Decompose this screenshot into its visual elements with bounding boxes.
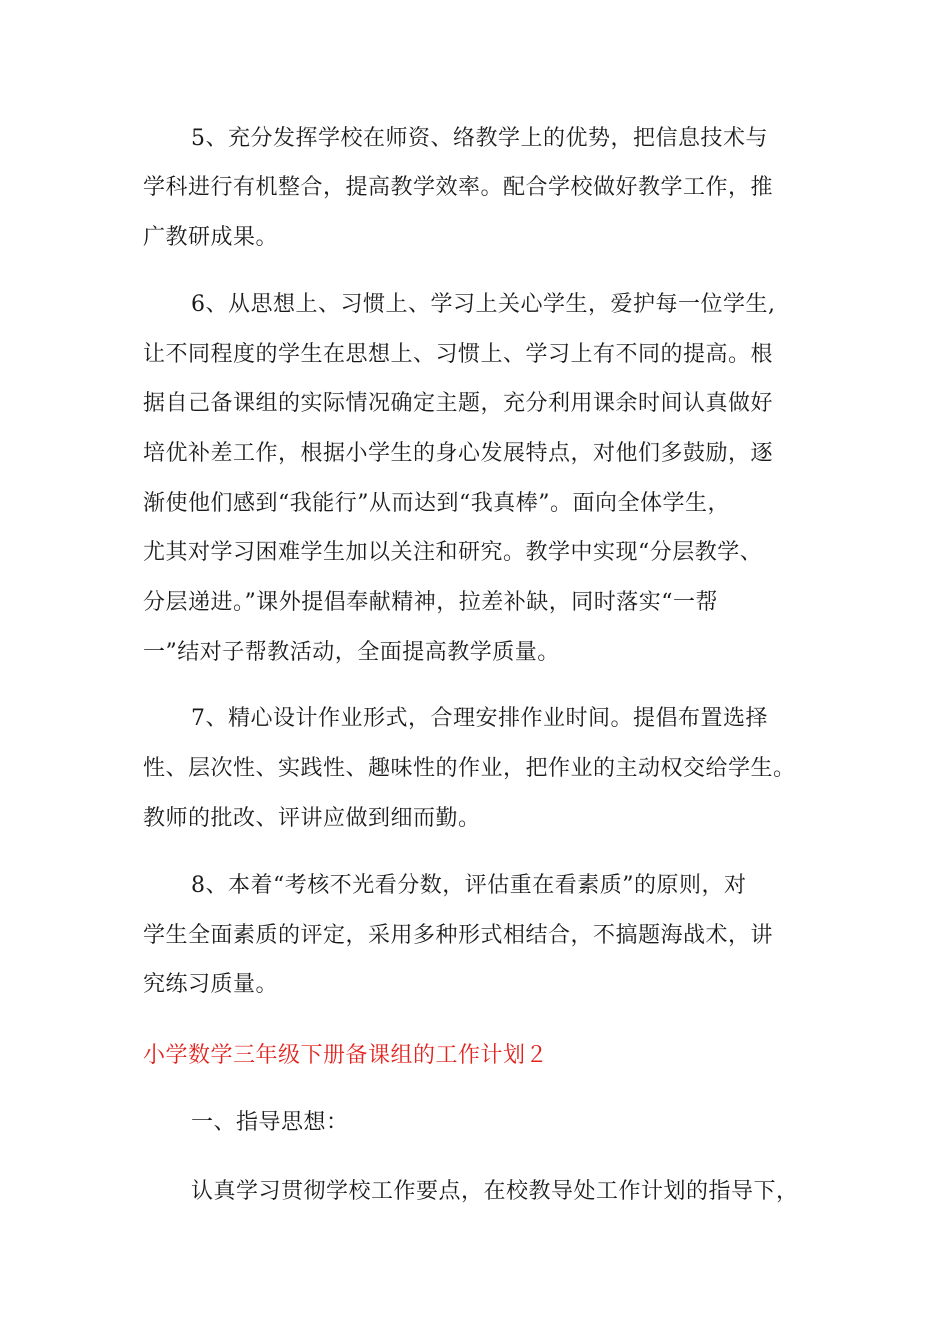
paragraph-8-line-2: 学生全面素质的评定，采用多种形式相结合，不搞题海战术，讲 xyxy=(143,923,774,948)
body-paragraph-line-1: 认真学习贯彻学校工作要点，在校教导处工作计划的指导下， xyxy=(191,1179,799,1204)
section-heading: 小学数学三年级下册备课组的工作计划２ xyxy=(143,1043,549,1068)
paragraph-7-line-3: 教师的批改、评讲应做到细而勤。 xyxy=(143,806,481,831)
paragraph-7-line-2: 性、层次性、实践性、趣味性的作业，把作业的主动权交给学生。 xyxy=(143,756,796,781)
paragraph-5-line-1: 5、充分发挥学校在师资、络教学上的优势，把信息技术与 xyxy=(191,126,768,151)
paragraph-8-line-1: 8、本着“考核不光看分数，评估重在看素质”的原则，对 xyxy=(191,873,747,898)
paragraph-6-line-4: 培优补差工作，根据小学生的身心发展特点，对他们多鼓励，逐 xyxy=(143,441,774,466)
paragraph-6-line-8: 一”结对子帮教活动，全面提高教学质量。 xyxy=(143,640,560,665)
paragraph-8-line-3: 究练习质量。 xyxy=(143,972,279,997)
paragraph-6-line-1: 6、从思想上、习惯上、学习上关心学生，爱护每一位学生, xyxy=(191,292,776,317)
paragraph-6-line-6: 尤其对学习困难学生加以关注和研究。教学中实现“分层教学、 xyxy=(143,540,763,565)
paragraph-5-line-2: 学科进行有机整合，提高教学效率。配合学校做好教学工作，推 xyxy=(143,175,774,200)
paragraph-6-line-7: 分层递进。”课外提倡奉献精神，拉差补缺，同时落实“一帮 xyxy=(143,590,718,615)
paragraph-6-line-5: 渐使他们感到“我能行”从而达到“我真棒”。面向全体学生， xyxy=(143,491,730,516)
subsection-title: 一、指导思想： xyxy=(191,1110,349,1135)
paragraph-7-line-1: 7、精心设计作业形式，合理安排作业时间。提倡布置选择 xyxy=(191,706,768,731)
paragraph-6-line-2: 让不同程度的学生在思想上、习惯上、学习上有不同的提高。根 xyxy=(143,342,774,367)
paragraph-6-line-3: 据自己备课组的实际情况确定主题，充分利用课余时间认真做好 xyxy=(143,391,774,416)
paragraph-5-line-3: 广教研成果。 xyxy=(143,225,279,250)
